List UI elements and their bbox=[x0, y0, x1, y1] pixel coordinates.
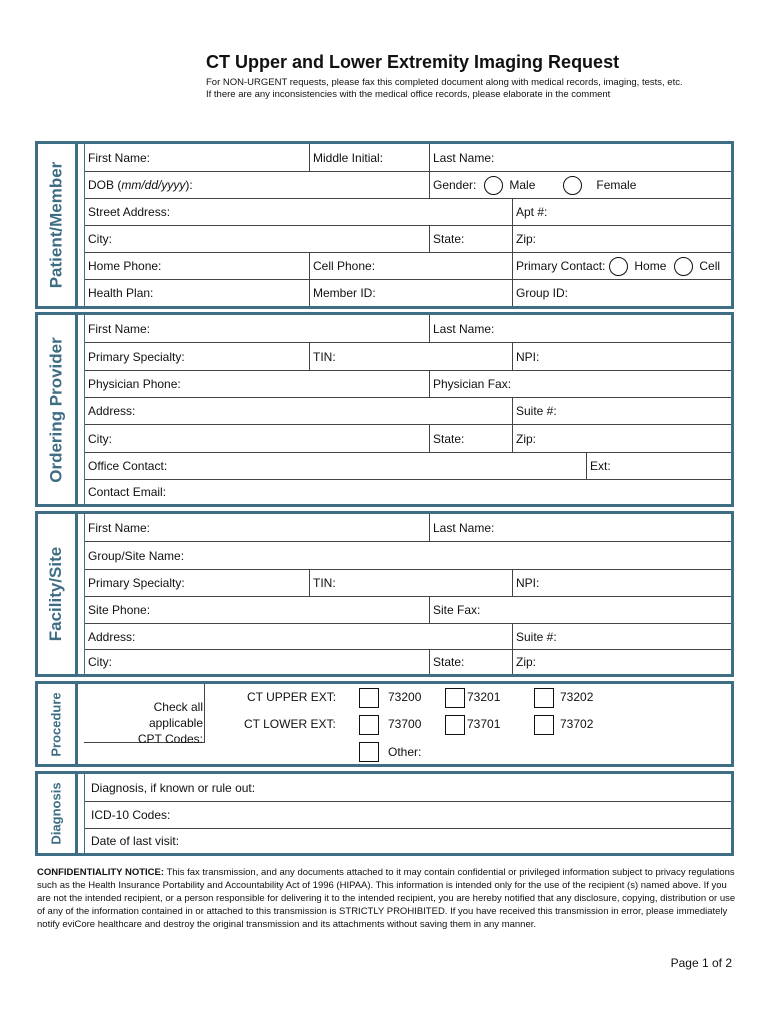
cpt-73702-checkbox[interactable] bbox=[534, 715, 554, 735]
provider-office-contact-field[interactable]: Office Contact: bbox=[88, 459, 168, 473]
facility-address-field[interactable]: Address: bbox=[88, 629, 136, 644]
gender-male-radio[interactable] bbox=[484, 176, 503, 195]
patient-group-id-field[interactable]: Group ID: bbox=[512, 280, 568, 306]
cpt-73700-checkbox[interactable] bbox=[359, 715, 379, 735]
provider-email-field[interactable]: Contact Email: bbox=[88, 485, 167, 499]
form-title: CT Upper and Lower Extremity Imaging Request bbox=[206, 52, 620, 72]
facility-zip-field[interactable]: Zip: bbox=[512, 650, 536, 674]
instructions-line-2: If there are any inconsistencies with the medical office records, please elaborate in the comment bbox=[206, 89, 611, 100]
diagnosis-section bbox=[35, 771, 734, 856]
patient-primary-contact-field: Primary Contact: Home Cell bbox=[512, 253, 720, 279]
cpt-other-checkbox[interactable] bbox=[359, 742, 379, 762]
facility-suite-field[interactable]: Suite #: bbox=[512, 624, 557, 649]
cpt-73702-label: 73702 bbox=[560, 717, 594, 731]
facility-section bbox=[35, 511, 734, 677]
provider-first-name-field[interactable]: First Name: bbox=[88, 321, 151, 336]
diagnosis-heading: Diagnosis bbox=[38, 774, 78, 853]
cpt-73202-label: 73202 bbox=[560, 690, 594, 704]
patient-first-name-field[interactable]: First Name: bbox=[88, 150, 151, 165]
provider-address-field[interactable]: Address: bbox=[88, 404, 136, 418]
patient-member-id-field[interactable]: Member ID: bbox=[309, 280, 376, 306]
provider-zip-field[interactable]: Zip: bbox=[512, 425, 536, 452]
patient-gender-field: Gender: Male Female bbox=[429, 172, 636, 198]
patient-cell-phone-field[interactable]: Cell Phone: bbox=[309, 253, 375, 279]
provider-specialty-field[interactable]: Primary Specialty: bbox=[88, 349, 185, 364]
patient-heading: Patient/Member bbox=[38, 144, 78, 306]
cpt-73201-checkbox[interactable] bbox=[445, 688, 465, 708]
provider-phone-field[interactable]: Physician Phone: bbox=[88, 377, 181, 391]
page-number: Page 1 of 2 bbox=[670, 956, 732, 970]
patient-zip-field[interactable]: Zip: bbox=[512, 226, 536, 252]
provider-state-field[interactable]: State: bbox=[429, 425, 464, 452]
cpt-other-label: Other: bbox=[388, 745, 422, 759]
facility-group-site-field[interactable]: Group/Site Name: bbox=[88, 548, 185, 563]
last-visit-field[interactable]: Date of last visit: bbox=[91, 834, 180, 848]
gender-female-radio[interactable] bbox=[563, 176, 582, 195]
patient-city-field[interactable]: City: bbox=[88, 232, 112, 246]
ct-lower-label: CT LOWER EXT: bbox=[244, 717, 336, 731]
patient-street-field[interactable]: Street Address: bbox=[88, 205, 171, 219]
provider-section bbox=[35, 312, 734, 507]
facility-first-name-field[interactable]: First Name: bbox=[88, 520, 151, 535]
facility-city-field[interactable]: City: bbox=[88, 655, 112, 669]
procedure-section bbox=[35, 681, 734, 767]
icd10-field[interactable]: ICD-10 Codes: bbox=[91, 808, 171, 822]
cpt-73200-label: 73200 bbox=[388, 690, 422, 704]
confidentiality-notice: CONFIDENTIALITY NOTICE: This fax transmission, and any documents attached to it may contain confidential or privileged information subject to privacy regulations such as the Health Insurance Portability and Accountability Act of 1996 (HIPAA). This information is intended only for the use of the recipient (s) named above. If you are not the intended recipient, or a person responsible for delivering it to the intended recipient, you are hereby notified that any disclosure, copying, distribution or use of any of the information contained in or attached to this transmission is STRICTLY PROHIBITED. If you have received this transmission in error, please immediately notify eviCore healthcare and destroy the original transmission and its attachments without saving them in any manner. bbox=[37, 867, 736, 930]
ct-upper-label: CT UPPER EXT: bbox=[247, 690, 337, 704]
facility-tin-field[interactable]: TIN: bbox=[309, 570, 336, 596]
contact-home-radio[interactable] bbox=[609, 257, 628, 276]
facility-phone-field[interactable]: Site Phone: bbox=[88, 603, 151, 617]
cpt-73701-checkbox[interactable] bbox=[445, 715, 465, 735]
provider-ext-field[interactable]: Ext: bbox=[586, 453, 611, 479]
patient-dob-field[interactable]: DOB ( mm/dd/yyyy ): bbox=[88, 178, 193, 192]
provider-npi-field[interactable]: NPI: bbox=[512, 343, 539, 370]
provider-tin-field[interactable]: TIN: bbox=[309, 343, 336, 370]
cpt-73701-label: 73701 bbox=[467, 717, 501, 731]
patient-section bbox=[35, 141, 734, 309]
diagnosis-field[interactable]: Diagnosis, if known or rule out: bbox=[91, 780, 256, 795]
provider-heading: Ordering Provider bbox=[38, 315, 78, 504]
facility-heading: Facility/Site bbox=[38, 514, 78, 674]
instructions-line-1: For NON-URGENT requests, please fax this completed document along with medical records, imaging, tests, etc. bbox=[206, 77, 683, 88]
facility-specialty-field[interactable]: Primary Specialty: bbox=[88, 576, 185, 590]
cpt-73202-checkbox[interactable] bbox=[534, 688, 554, 708]
patient-state-field[interactable]: State: bbox=[429, 226, 464, 252]
cpt-73200-checkbox[interactable] bbox=[359, 688, 379, 708]
provider-last-name-field[interactable]: Last Name: bbox=[429, 315, 494, 342]
patient-home-phone-field[interactable]: Home Phone: bbox=[88, 259, 162, 273]
patient-last-name-field[interactable]: Last Name: bbox=[429, 144, 494, 171]
cpt-73201-label: 73201 bbox=[467, 690, 501, 704]
patient-health-plan-field[interactable]: Health Plan: bbox=[88, 286, 154, 300]
contact-cell-radio[interactable] bbox=[674, 257, 693, 276]
patient-middle-initial-field[interactable]: Middle Initial: bbox=[309, 144, 383, 171]
patient-apt-field[interactable]: Apt #: bbox=[512, 199, 547, 225]
procedure-heading: Procedure bbox=[38, 684, 78, 764]
provider-city-field[interactable]: City: bbox=[88, 431, 112, 446]
facility-state-field[interactable]: State: bbox=[429, 650, 464, 674]
facility-fax-field[interactable]: Site Fax: bbox=[429, 597, 480, 623]
provider-suite-field[interactable]: Suite #: bbox=[512, 398, 557, 424]
facility-npi-field[interactable]: NPI: bbox=[512, 570, 539, 596]
provider-fax-field[interactable]: Physician Fax: bbox=[429, 371, 511, 397]
facility-last-name-field[interactable]: Last Name: bbox=[429, 514, 494, 541]
cpt-73700-label: 73700 bbox=[388, 717, 422, 731]
cpt-instructions: Check all applicable CPT Codes: bbox=[84, 684, 205, 743]
